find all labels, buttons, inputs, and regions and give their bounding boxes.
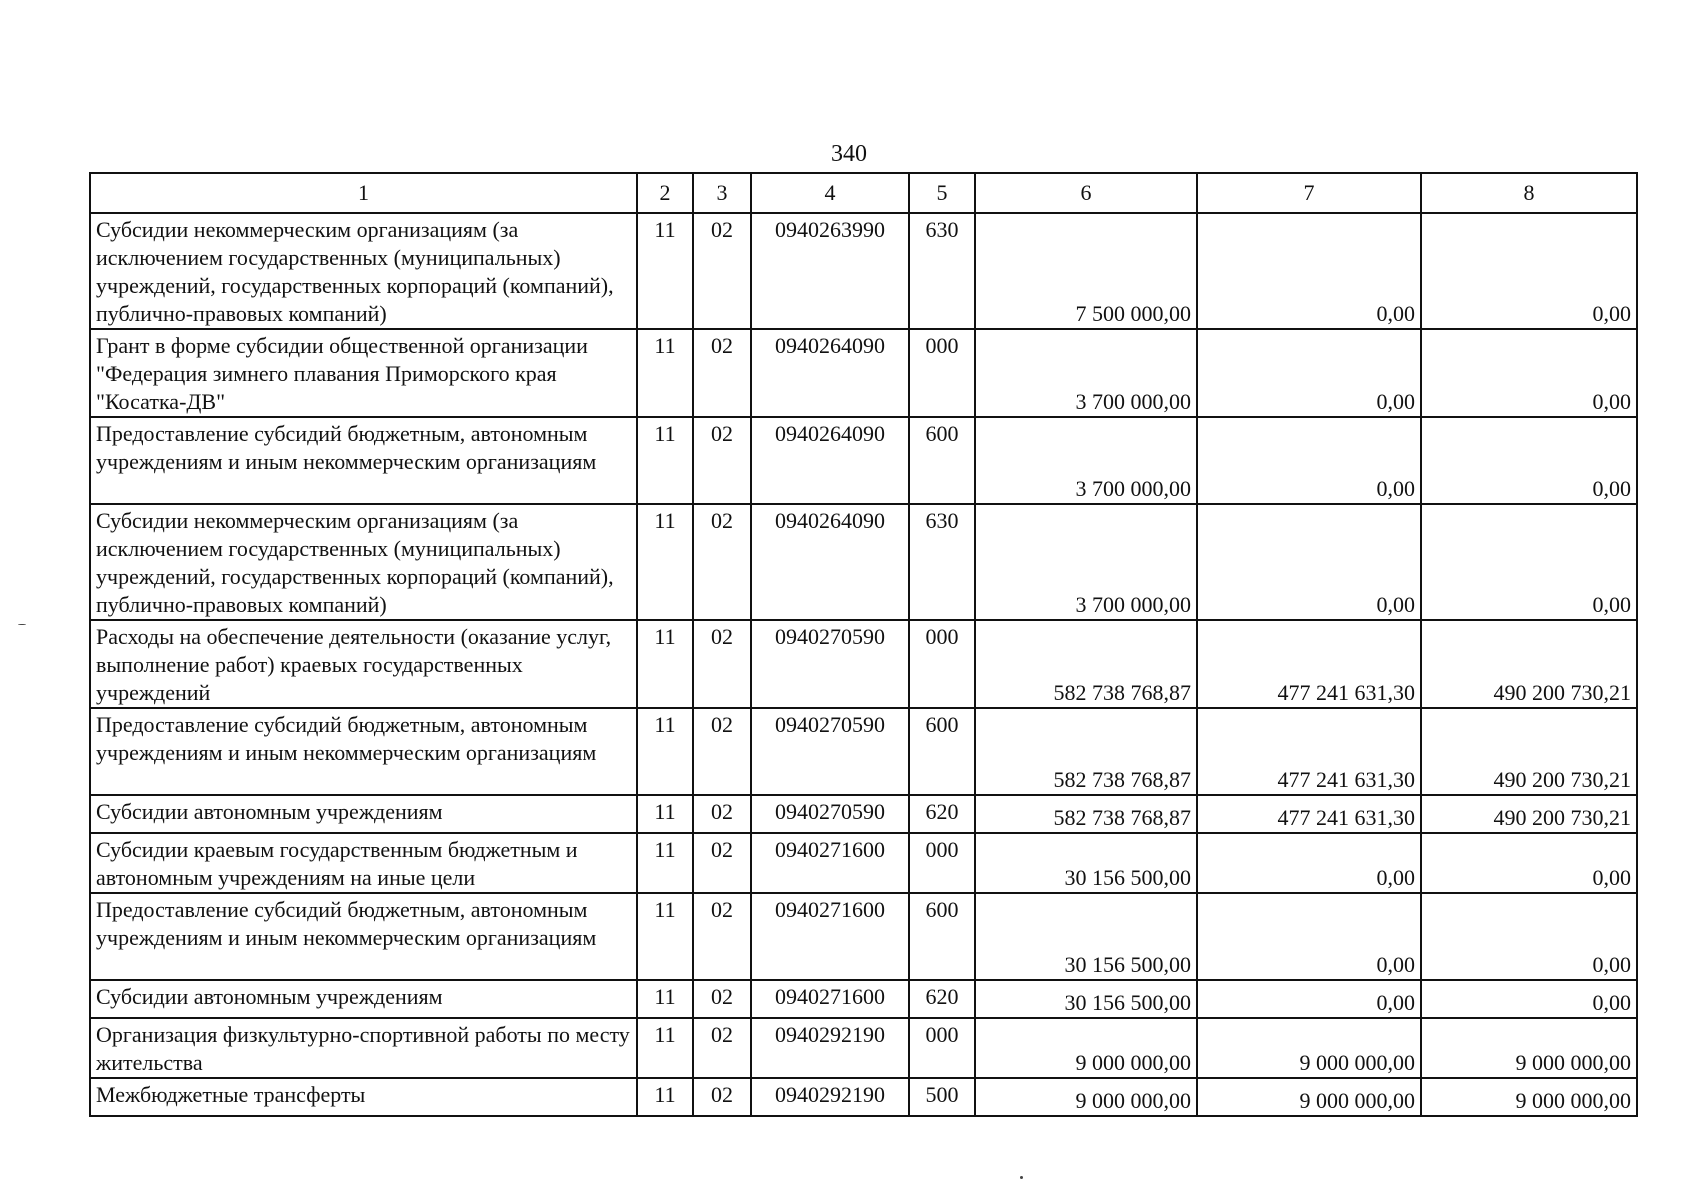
amount-cell: 582 738 768,87	[975, 620, 1197, 708]
code-cell: 11	[637, 1078, 693, 1116]
amount-cell: 3 700 000,00	[975, 504, 1197, 620]
code-cell: 02	[693, 795, 751, 833]
page-number: 340	[831, 141, 867, 167]
code-cell: 000	[909, 329, 975, 417]
code-cell: 11	[637, 980, 693, 1018]
code-cell: 0940263990	[751, 213, 909, 329]
column-header: 4	[751, 173, 909, 213]
row-description: Предоставление субсидий бюджетным, автономным учреждениям и иным некоммерческим организациям	[90, 708, 637, 795]
table-row	[90, 620, 1637, 708]
code-cell: 02	[693, 1078, 751, 1116]
row-description: Субсидии автономным учреждениям	[90, 980, 637, 1018]
code-cell: 02	[693, 833, 751, 893]
code-cell: 02	[693, 329, 751, 417]
amount-cell: 0,00	[1421, 213, 1637, 329]
table-row	[90, 980, 1637, 1018]
code-cell: 02	[693, 980, 751, 1018]
column-header: 5	[909, 173, 975, 213]
code-cell: 0940264090	[751, 329, 909, 417]
amount-cell: 477 241 631,30	[1197, 795, 1421, 833]
code-cell: 0940270590	[751, 708, 909, 795]
amount-cell: 0,00	[1197, 504, 1421, 620]
table-row	[90, 1078, 1637, 1116]
column-header: 2	[637, 173, 693, 213]
code-cell: 02	[693, 417, 751, 504]
code-cell: 0940264090	[751, 417, 909, 504]
column-header: 6	[975, 173, 1197, 213]
code-cell: 11	[637, 833, 693, 893]
table-row	[90, 893, 1637, 980]
table-row	[90, 417, 1637, 504]
code-cell: 0940271600	[751, 980, 909, 1018]
row-description: Организация физкультурно-спортивной работы по месту жительства	[90, 1018, 637, 1078]
code-cell: 630	[909, 213, 975, 329]
column-header: 8	[1421, 173, 1637, 213]
column-header: 3	[693, 173, 751, 213]
code-cell: 11	[637, 795, 693, 833]
budget-table	[89, 172, 1638, 1117]
amount-cell: 0,00	[1421, 833, 1637, 893]
amount-cell: 9 000 000,00	[1421, 1078, 1637, 1116]
amount-cell: 9 000 000,00	[1421, 1018, 1637, 1078]
row-description: Межбюджетные трансферты	[90, 1078, 637, 1116]
code-cell: 620	[909, 795, 975, 833]
table-body	[90, 213, 1637, 1116]
code-cell: 0940292190	[751, 1078, 909, 1116]
code-cell: 600	[909, 893, 975, 980]
row-description: Предоставление субсидий бюджетным, автономным учреждениям и иным некоммерческим организациям	[90, 417, 637, 504]
code-cell: 11	[637, 329, 693, 417]
scan-dot	[1020, 1176, 1023, 1179]
code-cell: 0940271600	[751, 893, 909, 980]
amount-cell: 0,00	[1421, 980, 1637, 1018]
scan-mark	[18, 624, 26, 625]
code-cell: 000	[909, 1018, 975, 1078]
row-description: Субсидии автономным учреждениям	[90, 795, 637, 833]
amount-cell: 490 200 730,21	[1421, 708, 1637, 795]
row-description: Субсидии краевым государственным бюджетным и автономным учреждениям на иные цели	[90, 833, 637, 893]
amount-cell: 9 000 000,00	[975, 1018, 1197, 1078]
table-row	[90, 1018, 1637, 1078]
table-row	[90, 329, 1637, 417]
table-row	[90, 504, 1637, 620]
column-header: 1	[90, 173, 637, 213]
amount-cell: 30 156 500,00	[975, 833, 1197, 893]
table-row	[90, 213, 1637, 329]
amount-cell: 0,00	[1197, 417, 1421, 504]
code-cell: 02	[693, 213, 751, 329]
code-cell: 000	[909, 833, 975, 893]
column-header: 7	[1197, 173, 1421, 213]
row-description: Расходы на обеспечение деятельности (оказание услуг, выполнение работ) краевых государственных учреждений	[90, 620, 637, 708]
table-row	[90, 795, 1637, 833]
code-cell: 02	[693, 1018, 751, 1078]
code-cell: 02	[693, 708, 751, 795]
code-cell: 0940264090	[751, 504, 909, 620]
code-cell: 02	[693, 893, 751, 980]
column-number-header-row	[90, 173, 1637, 213]
amount-cell: 490 200 730,21	[1421, 795, 1637, 833]
table-row	[90, 708, 1637, 795]
amount-cell: 0,00	[1421, 504, 1637, 620]
code-cell: 0940271600	[751, 833, 909, 893]
code-cell: 600	[909, 708, 975, 795]
amount-cell: 30 156 500,00	[975, 893, 1197, 980]
code-cell: 000	[909, 620, 975, 708]
code-cell: 620	[909, 980, 975, 1018]
code-cell: 02	[693, 504, 751, 620]
amount-cell: 7 500 000,00	[975, 213, 1197, 329]
amount-cell: 490 200 730,21	[1421, 620, 1637, 708]
amount-cell: 0,00	[1197, 980, 1421, 1018]
amount-cell: 0,00	[1421, 329, 1637, 417]
code-cell: 11	[637, 620, 693, 708]
row-description: Предоставление субсидий бюджетным, автономным учреждениям и иным некоммерческим организациям	[90, 893, 637, 980]
amount-cell: 0,00	[1197, 833, 1421, 893]
row-description: Субсидии некоммерческим организациям (за исключением государственных (муниципальных) учреждений, государственных корпораций (компаний), публично-правовых компаний)	[90, 504, 637, 620]
amount-cell: 0,00	[1197, 329, 1421, 417]
amount-cell: 0,00	[1421, 893, 1637, 980]
code-cell: 630	[909, 504, 975, 620]
code-cell: 02	[693, 620, 751, 708]
code-cell: 11	[637, 504, 693, 620]
amount-cell: 477 241 631,30	[1197, 708, 1421, 795]
code-cell: 0940270590	[751, 795, 909, 833]
code-cell: 11	[637, 417, 693, 504]
code-cell: 11	[637, 1018, 693, 1078]
amount-cell: 582 738 768,87	[975, 795, 1197, 833]
amount-cell: 0,00	[1197, 213, 1421, 329]
amount-cell: 0,00	[1421, 417, 1637, 504]
code-cell: 11	[637, 213, 693, 329]
amount-cell: 9 000 000,00	[975, 1078, 1197, 1116]
amount-cell: 0,00	[1197, 893, 1421, 980]
code-cell: 0940292190	[751, 1018, 909, 1078]
amount-cell: 3 700 000,00	[975, 417, 1197, 504]
amount-cell: 9 000 000,00	[1197, 1078, 1421, 1116]
amount-cell: 9 000 000,00	[1197, 1018, 1421, 1078]
code-cell: 500	[909, 1078, 975, 1116]
amount-cell: 477 241 631,30	[1197, 620, 1421, 708]
code-cell: 11	[637, 893, 693, 980]
amount-cell: 30 156 500,00	[975, 980, 1197, 1018]
row-description: Грант в форме субсидии общественной организации "Федерация зимнего плавания Приморского края "Косатка-ДВ"	[90, 329, 637, 417]
table-row	[90, 833, 1637, 893]
code-cell: 600	[909, 417, 975, 504]
amount-cell: 582 738 768,87	[975, 708, 1197, 795]
code-cell: 11	[637, 708, 693, 795]
amount-cell: 3 700 000,00	[975, 329, 1197, 417]
row-description: Субсидии некоммерческим организациям (за исключением государственных (муниципальных) учреждений, государственных корпораций (компаний), публично-правовых компаний)	[90, 213, 637, 329]
code-cell: 0940270590	[751, 620, 909, 708]
